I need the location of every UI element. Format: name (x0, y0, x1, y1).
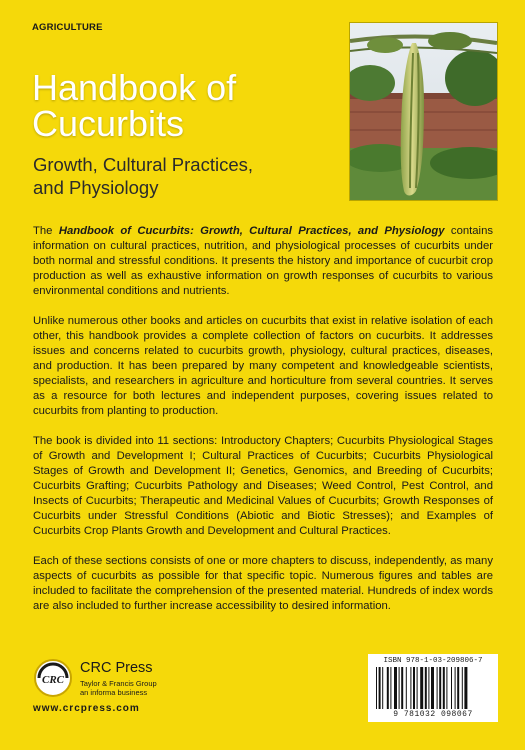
description-p1-prefix: The (33, 225, 59, 237)
crc-press-logo (33, 658, 73, 698)
description-title-emphasis: Handbook of Cucurbits: Growth, Cultural Practices, and Physiology (58, 225, 445, 237)
subtitle-line-1: Growth, Cultural Practices, (33, 154, 254, 175)
description-paragraph: Unlike numerous other books and articles on cucurbits that exist in relative isolation of each other, this handbook provides a complete collection of factors on cucurbits. It addresses issues and concerns related to cucurbits growth, physiology, cultural practices, diseases, and production. It has been prepared by many competent and knowledgeable scientists, specialists, and researchers in agriculture and horticulture from several countries. It serves as a resource for both lectures and independent purposes, covering issues related to cucurbits from planting to production. (33, 315, 493, 417)
book-description (33, 224, 493, 629)
barcode-icon (374, 667, 492, 709)
publisher-url: www.crcpress.com (33, 703, 140, 714)
publisher-group: Taylor & Francis Group (80, 679, 157, 688)
gourd-illustration (350, 23, 497, 200)
cover-photo-gourd (349, 22, 498, 201)
isbn-barcode-block (368, 654, 498, 722)
publisher-block (33, 658, 233, 718)
category-label: AGRICULTURE (32, 22, 103, 33)
crc-logo-text: CRC (41, 674, 65, 686)
publisher-name: CRC Press (80, 660, 153, 676)
publisher-subtitle (80, 679, 157, 697)
subtitle-line-2: and Physiology (33, 177, 159, 198)
description-p1-rest: contains information on cultural practices, nutrition, and physiological processes of cucurbits under both normal and stressful conditions. It presents the history and importance of cucurbit crop production as well as exhaustive information on growth responses of cucurbits to various environmental conditions and nutrients. (33, 225, 494, 297)
isbn-label: ISBN 978-1-03-209806-7 (383, 657, 483, 665)
title-line-1: Handbook of (32, 67, 237, 108)
publisher-business: an informa business (80, 688, 148, 697)
book-title (32, 67, 342, 144)
description-paragraph: Each of these sections consists of one or more chapters to discuss, independently, as many aspects of cucurbits as possible for that specific topic. Numerous figures and tables are included to facilitate the comprehension of the presented material. Hundreds of index words are also included to further increase accessibility to desired information. (33, 555, 493, 612)
description-paragraph (33, 224, 493, 299)
book-subtitle (33, 153, 343, 199)
description-paragraph: The book is divided into 11 sections: Introductory Chapters; Cucurbits Physiological Stages of Growth and Development I; Cultural Practices of Cucurbits; Cucurbits Physiological Stages of Growth and Development II; Genetics, Genomics, and Breeding of Cucurbits; Cucurbits Grafting; Cucurbits Pathology and Diseases; Weed Control, Pest Control, and Insects of Cucurbits; Therapeutic and Medicinal Values of Cucurbits; Growth Responses of Cucurbits under Stressful Conditions (Abiotic and Biotic Stresses); and Examples of Cucurbits Crop Plants Growth and Development and Cultural Practices. (33, 435, 493, 537)
title-line-2: Cucurbits (32, 103, 185, 144)
isbn-digits: 9 781032 098067 (393, 710, 473, 719)
